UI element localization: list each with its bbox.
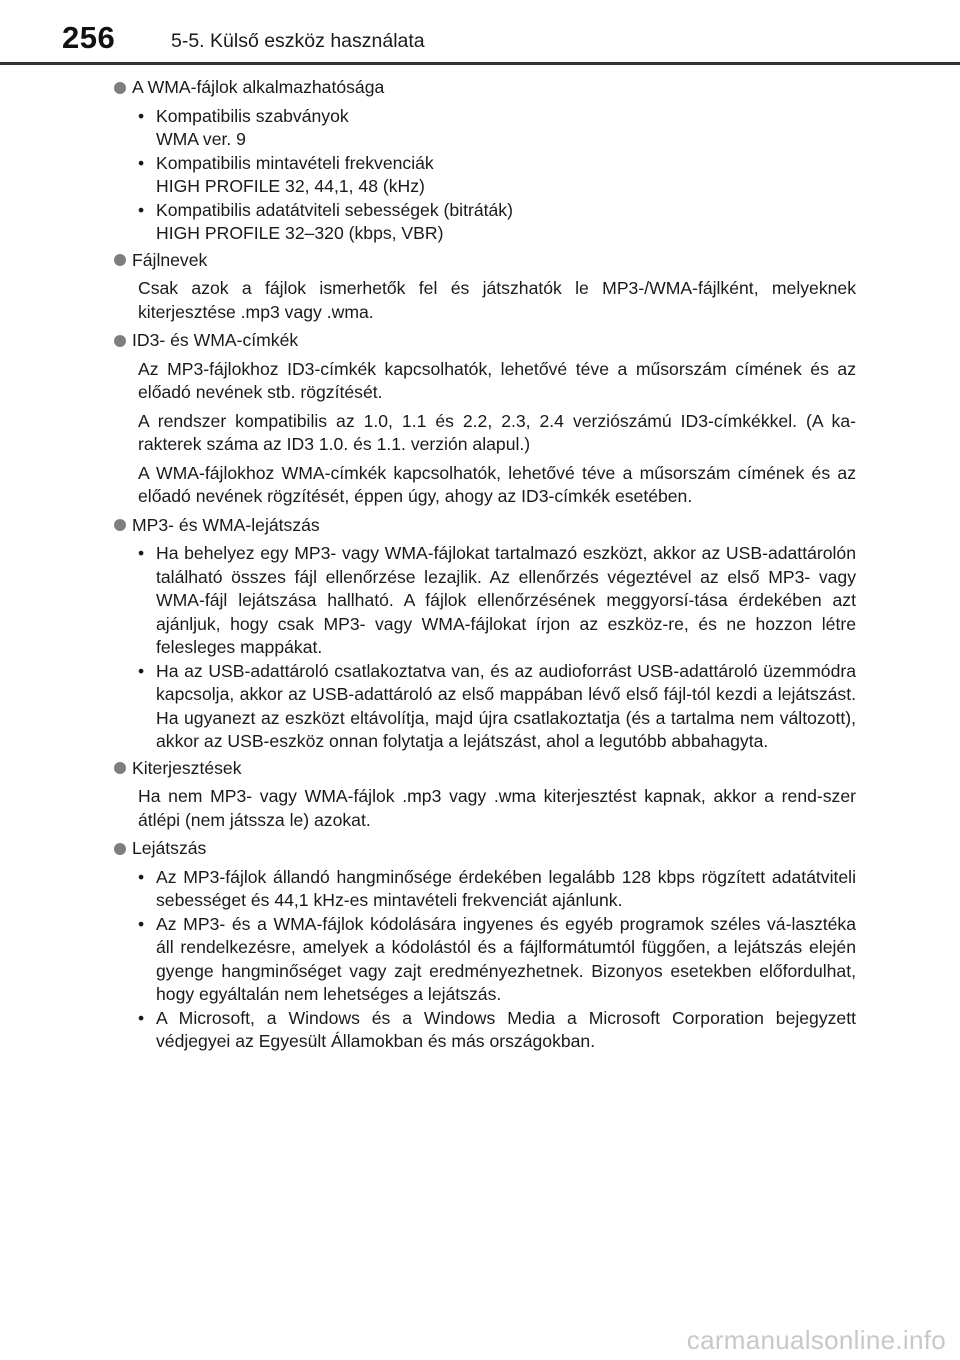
- list-item: • Az MP3-fájlok állandó hangminősége érdekében legalább 128 kbps rögzített adatátviteli sebességet és 44,1 kHz-es mintavételi frekvenciát ajánlunk.: [138, 866, 856, 913]
- bullet-dot-icon: [114, 82, 126, 94]
- section-title: [112, 329, 856, 353]
- section-wma-applicability: [112, 76, 856, 246]
- page-header: [0, 0, 960, 66]
- section-title: [112, 249, 856, 273]
- section-title-text: Lejátszás: [132, 838, 207, 858]
- bullet-dot-icon: [114, 843, 126, 855]
- section-title: [112, 76, 856, 100]
- paragraph: A WMA-fájlokhoz WMA-címkék kapcsolhatók, lehetővé téve a műsorszám címének és az előadó nevének rögzítését, éppen úgy, ahogy az ID3-címkék esetében.: [138, 462, 856, 506]
- section-title: [112, 514, 856, 538]
- bullet-list: [112, 866, 856, 1054]
- section-title-text: A WMA-fájlok alkalmazhatósága: [132, 77, 385, 97]
- list-item-value: HIGH PROFILE 32, 44,1, 48 (kHz): [156, 176, 425, 196]
- list-item-text: Kompatibilis mintavételi frekvenciák: [156, 152, 434, 173]
- section-title-text: MP3- és WMA-lejátszás: [132, 514, 320, 535]
- bullet-dot-icon: [114, 335, 126, 347]
- list-item-value: HIGH PROFILE 32–320 (kbps, VBR): [156, 223, 444, 243]
- paragraph: A rendszer kompatibilis az 1.0, 1.1 és 2.2, 2.3, 2.4 verziószámú ID3-címkékkel. (A ka-rakterek száma az ID3 1.0. és 1.1. verzión alapul.): [138, 410, 856, 454]
- bullet-dot-icon: [114, 762, 126, 774]
- list-item: • Ha az USB-adattároló csatlakoztatva van, és az audioforrást USB-adattároló üzemmódra kapcsolja, akkor az USB-adattároló az első mappában lévő első fájl-tól kezdi a lejátszást. Ha ugyanezt az eszközt eltávolítja, majd újra csatlakoztatja (és a tartalma nem változott), akkor az USB-eszköz onnan folytatja a lejátszást, ahol a legutóbb abbahagyta.: [138, 660, 856, 754]
- bullet-list: [112, 105, 856, 246]
- page-content: [112, 76, 856, 1057]
- paragraph: Az MP3-fájlokhoz ID3-címkék kapcsolhatók, lehetővé téve a műsorszám címének és az előadó nevének stb. rögzítését.: [138, 358, 856, 402]
- list-item: [138, 152, 856, 199]
- paragraph: Ha nem MP3- vagy WMA-fájlok .mp3 vagy .wma kiterjesztést kapnak, akkor a rend-szer átlépi (nem játssza le) azokat.: [138, 786, 856, 830]
- bullet-dot-icon: [114, 519, 126, 531]
- section-extensions: [112, 757, 856, 833]
- watermark-text: carmanualsonline.info: [686, 1325, 946, 1355]
- header-rule: [0, 62, 960, 65]
- section-mp3-wma-playback: [112, 514, 856, 754]
- list-item: [138, 105, 856, 152]
- list-item-value: WMA ver. 9: [156, 129, 246, 149]
- list-item-text: Kompatibilis adatátviteli sebességek (bitráták): [156, 199, 513, 220]
- section-title: [112, 837, 856, 861]
- section-title-text: Kiterjesztések: [132, 757, 242, 778]
- section-title: [112, 757, 856, 781]
- list-item: • Az MP3- és a WMA-fájlok kódolására ingyenes és egyéb programok széles vá-lasztéka áll rendelkezésre, amelyek a kódolástól és a fájlformátumtól függően, a lejátszás elején gyenge hangminőséget vagy zajt eredményezhetnek. Bizonyos esetekben előfordulhat, hogy egyáltalán nem lehetséges a lejátszás.: [138, 913, 856, 1007]
- section-title-text: Fájlnevek: [132, 249, 208, 270]
- list-item: • A Microsoft, a Windows és a Windows Media a Microsoft Corporation bejegyzett védjegyei az Egyesült Államokban és más országokban.: [138, 1007, 856, 1054]
- list-item: • Ha behelyez egy MP3- vagy WMA-fájlokat tartalmazó eszközt, akkor az USB-adattárolón található összes fájl ellenőrzése lezajlik. Az ellenőrzés végeztével az első MP3- vagy WMA-fájl lejátszása hallható. A fájlok ellenőrzésének meggyorsí-tása érdekében azt ajánljuk, hogy csak MP3- vagy WMA-fájlokat írjon az eszköz-re, és ne hozzon létre felesleges mappákat.: [138, 542, 856, 660]
- section-title-text: ID3- és WMA-címkék: [132, 330, 299, 350]
- section-playback: [112, 837, 856, 1054]
- list-item-text: Kompatibilis szabványok: [156, 105, 349, 126]
- page-number: 256: [62, 20, 116, 55]
- bullet-dot-icon: [114, 254, 126, 266]
- list-item: [138, 199, 856, 246]
- bullet-list: [112, 542, 856, 754]
- paragraph: Csak azok a fájlok ismerhetők fel és játszhatók le MP3-/WMA-fájlként, melyeknek kiterjesztése .mp3 vagy .wma.: [138, 278, 856, 322]
- section-id3-wma-tags: [112, 329, 856, 509]
- section-filenames: [112, 249, 856, 325]
- chapter-title: 5-5. Külső eszköz használata: [171, 30, 425, 52]
